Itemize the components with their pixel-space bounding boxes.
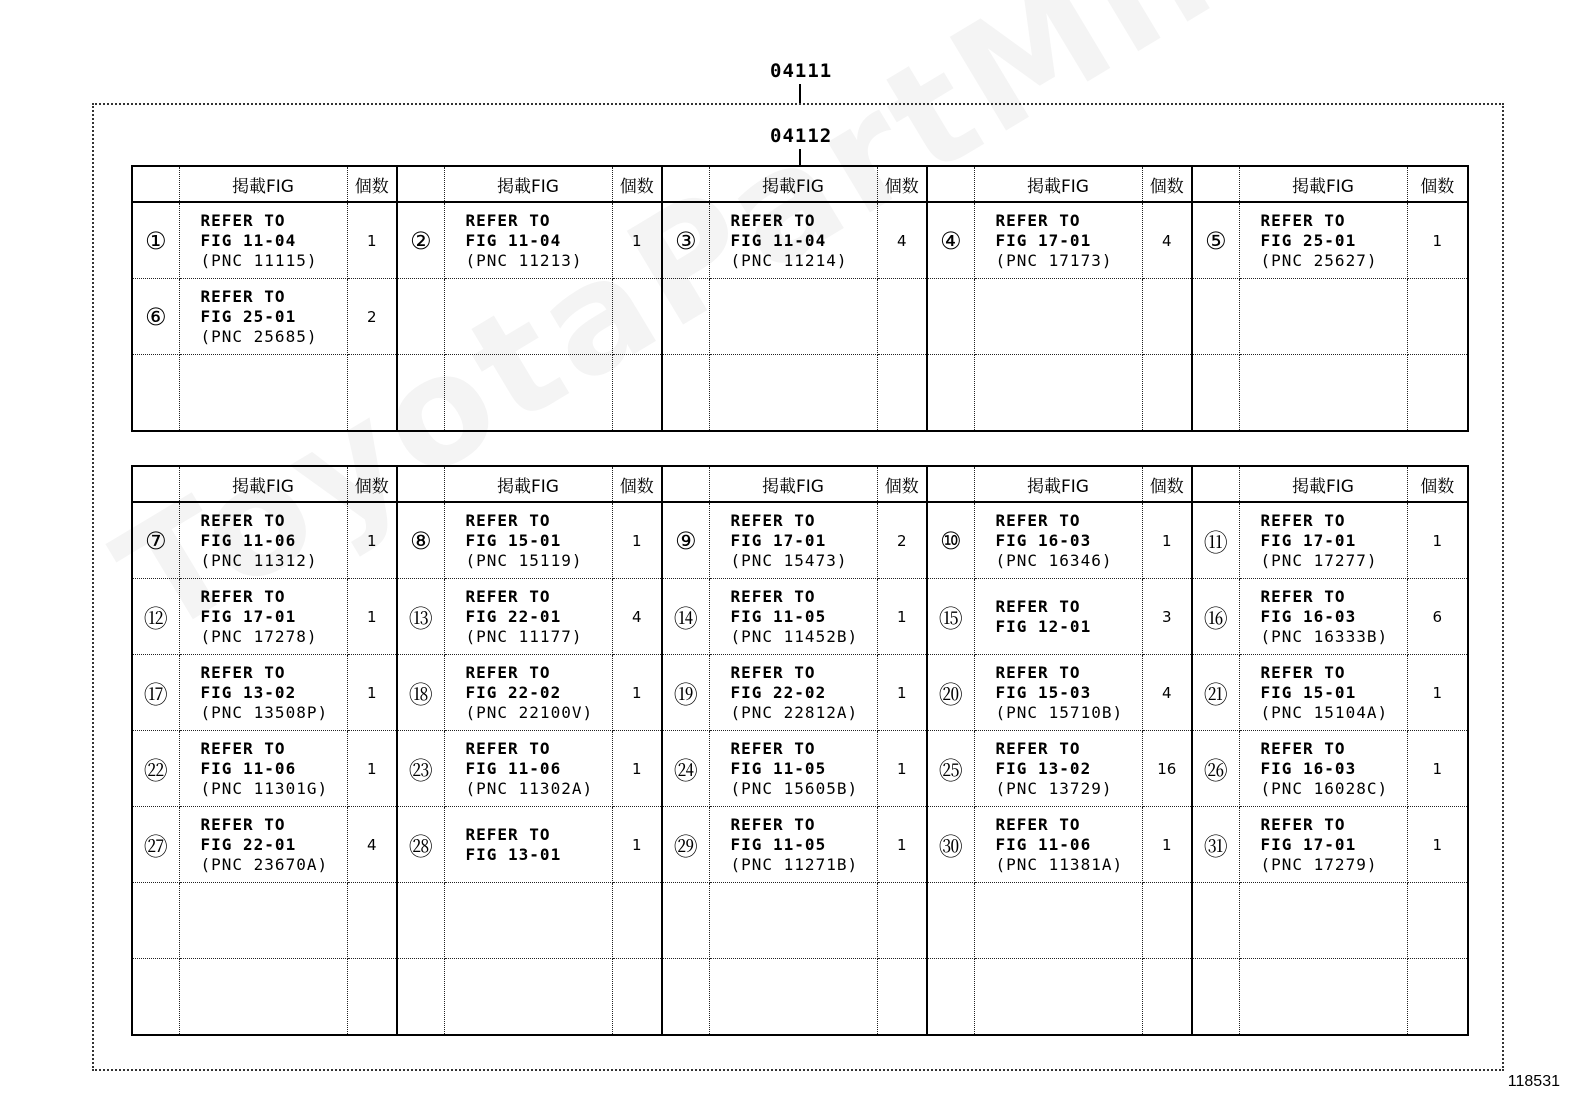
fig-reference-cell — [179, 202, 347, 279]
quantity-cell — [347, 883, 397, 959]
header-fig-cell: 掲載FIG — [974, 466, 1142, 502]
quantity-cell — [1142, 355, 1192, 432]
fig-reference-cell — [709, 579, 877, 655]
fig-number-text: FIG 25-01 — [200, 306, 297, 326]
quantity-cell — [347, 355, 397, 432]
header-qty-cell: 個数 — [877, 166, 927, 202]
refer-to-text: REFER TO — [1260, 510, 1346, 530]
table-row — [132, 655, 1468, 731]
header-fig-cell: 掲載FIG — [709, 166, 877, 202]
callout-number — [662, 959, 709, 1036]
fig-number-text: FIG 12-01 — [995, 616, 1092, 636]
quantity-cell — [1142, 279, 1192, 355]
header-fig-cell: 掲載FIG — [444, 166, 612, 202]
fig-reference-cell — [1239, 279, 1407, 355]
callout-number — [662, 355, 709, 432]
callout-number: ㉘ — [397, 807, 444, 883]
quantity-cell: 1 — [347, 655, 397, 731]
callout-number: ㉚ — [927, 807, 974, 883]
fig-reference-cell — [444, 807, 612, 883]
header-fig-cell: 掲載FIG — [1239, 466, 1407, 502]
fig-number-text: FIG 11-04 — [200, 230, 297, 250]
header-fig-cell: 掲載FIG — [1239, 166, 1407, 202]
pnc-text: (PNC 13729) — [995, 778, 1113, 798]
fig-reference-cell — [709, 959, 877, 1036]
quantity-cell: 1 — [612, 502, 662, 579]
refer-to-text: REFER TO — [730, 814, 816, 834]
pnc-text: (PNC 11214) — [730, 250, 848, 270]
inner-assembly-code: 04112 — [770, 125, 833, 147]
quantity-cell — [612, 959, 662, 1036]
fig-reference-cell — [444, 731, 612, 807]
quantity-cell: 4 — [612, 579, 662, 655]
quantity-cell: 1 — [877, 731, 927, 807]
fig-number-text: FIG 13-01 — [465, 844, 562, 864]
pnc-text: (PNC 11177) — [465, 626, 583, 646]
quantity-cell: 1 — [1142, 807, 1192, 883]
refer-to-text: REFER TO — [465, 210, 551, 230]
callout-number: ⑰ — [132, 655, 179, 731]
fig-reference-cell — [974, 807, 1142, 883]
fig-number-text: FIG 16-03 — [1260, 606, 1357, 626]
quantity-cell: 1 — [1407, 655, 1468, 731]
refer-to-text: REFER TO — [995, 738, 1081, 758]
callout-number: ⑮ — [927, 579, 974, 655]
refer-to-text: REFER TO — [995, 814, 1081, 834]
table-row — [132, 883, 1468, 959]
callout-number: ⑪ — [1192, 502, 1239, 579]
fig-reference-cell — [1239, 731, 1407, 807]
callout-number — [397, 279, 444, 355]
quantity-cell: 1 — [1407, 502, 1468, 579]
fig-reference-cell — [974, 883, 1142, 959]
fig-reference-cell — [974, 959, 1142, 1036]
pnc-text: (PNC 17173) — [995, 250, 1113, 270]
header-fig-cell: 掲載FIG — [444, 466, 612, 502]
callout-number: ㉓ — [397, 731, 444, 807]
table-row — [132, 959, 1468, 1036]
callout-number: ⑭ — [662, 579, 709, 655]
refer-to-text: REFER TO — [200, 738, 286, 758]
header-fig-cell: 掲載FIG — [179, 466, 347, 502]
fig-reference-cell — [709, 731, 877, 807]
refer-to-text: REFER TO — [730, 510, 816, 530]
quantity-cell — [612, 883, 662, 959]
pnc-text: (PNC 11452B) — [730, 626, 859, 646]
pnc-text: (PNC 15473) — [730, 550, 848, 570]
quantity-cell: 1 — [1407, 807, 1468, 883]
fig-reference-cell — [179, 579, 347, 655]
fig-number-text: FIG 11-06 — [200, 530, 297, 550]
fig-number-text: FIG 11-05 — [730, 834, 827, 854]
refer-to-text: REFER TO — [465, 586, 551, 606]
header-number-cell — [662, 466, 709, 502]
fig-reference-cell — [709, 883, 877, 959]
refer-to-text: REFER TO — [995, 596, 1081, 616]
callout-number — [1192, 279, 1239, 355]
quantity-cell — [877, 959, 927, 1036]
callout-number: ⑲ — [662, 655, 709, 731]
quantity-cell: 6 — [1407, 579, 1468, 655]
refer-to-text: REFER TO — [995, 662, 1081, 682]
fig-number-text: FIG 13-02 — [995, 758, 1092, 778]
quantity-cell — [612, 355, 662, 432]
header-fig-cell: 掲載FIG — [709, 466, 877, 502]
quantity-cell: 4 — [1142, 202, 1192, 279]
fig-reference-cell — [1239, 579, 1407, 655]
table-row — [132, 579, 1468, 655]
fig-number-text: FIG 11-05 — [730, 606, 827, 626]
pnc-text: (PNC 11381A) — [995, 854, 1124, 874]
quantity-cell: 1 — [1407, 731, 1468, 807]
table-row — [132, 355, 1468, 432]
fig-number-text: FIG 16-03 — [1260, 758, 1357, 778]
callout-number: ⑫ — [132, 579, 179, 655]
fig-reference-cell — [709, 202, 877, 279]
fig-number-text: FIG 11-06 — [465, 758, 562, 778]
fig-number-text: FIG 25-01 — [1260, 230, 1357, 250]
quantity-cell: 1 — [612, 202, 662, 279]
quantity-cell: 1 — [877, 655, 927, 731]
quantity-cell — [347, 959, 397, 1036]
callout-number — [132, 883, 179, 959]
refer-to-text: REFER TO — [730, 738, 816, 758]
fig-number-text: FIG 15-01 — [465, 530, 562, 550]
quantity-cell — [1407, 883, 1468, 959]
fig-reference-cell — [709, 355, 877, 432]
header-qty-cell: 個数 — [1142, 466, 1192, 502]
fig-number-text: FIG 13-02 — [200, 682, 297, 702]
quantity-cell: 16 — [1142, 731, 1192, 807]
quantity-cell — [877, 355, 927, 432]
callout-number — [1192, 959, 1239, 1036]
fig-number-text: FIG 16-03 — [995, 530, 1092, 550]
fig-reference-cell — [1239, 959, 1407, 1036]
fig-number-text: FIG 22-02 — [465, 682, 562, 702]
fig-reference-cell — [974, 579, 1142, 655]
quantity-cell — [612, 279, 662, 355]
quantity-cell: 1 — [347, 502, 397, 579]
quantity-cell: 1 — [347, 731, 397, 807]
header-qty-cell: 個数 — [612, 466, 662, 502]
fig-reference-cell — [974, 502, 1142, 579]
callout-number: ⑦ — [132, 502, 179, 579]
callout-number — [927, 355, 974, 432]
refer-to-text: REFER TO — [995, 210, 1081, 230]
refer-to-text: REFER TO — [465, 738, 551, 758]
callout-number: ⑧ — [397, 502, 444, 579]
header-number-cell — [397, 166, 444, 202]
fig-reference-cell — [444, 502, 612, 579]
callout-number: ① — [132, 202, 179, 279]
callout-number — [927, 279, 974, 355]
callout-number: ⑬ — [397, 579, 444, 655]
pnc-text: (PNC 11312) — [200, 550, 318, 570]
quantity-cell — [1407, 279, 1468, 355]
callout-number: ④ — [927, 202, 974, 279]
table-row — [132, 279, 1468, 355]
header-number-cell — [927, 466, 974, 502]
fig-reference-cell — [1239, 355, 1407, 432]
refer-to-text: REFER TO — [200, 586, 286, 606]
callout-number: ⑳ — [927, 655, 974, 731]
pnc-text: (PNC 11271B) — [730, 854, 859, 874]
fig-number-text: FIG 17-01 — [1260, 834, 1357, 854]
callout-number: ⑤ — [1192, 202, 1239, 279]
fig-reference-cell — [974, 202, 1142, 279]
quantity-cell: 1 — [347, 579, 397, 655]
header-row — [132, 166, 1468, 202]
quantity-cell — [1142, 959, 1192, 1036]
callout-number: ㉙ — [662, 807, 709, 883]
pnc-text: (PNC 22100V) — [465, 702, 594, 722]
callout-number: ③ — [662, 202, 709, 279]
refer-to-text: REFER TO — [730, 210, 816, 230]
quantity-cell — [877, 883, 927, 959]
callout-number: ㉕ — [927, 731, 974, 807]
pnc-text: (PNC 23670A) — [200, 854, 329, 874]
fig-reference-cell — [974, 279, 1142, 355]
refer-to-text: REFER TO — [995, 510, 1081, 530]
pnc-text: (PNC 17279) — [1260, 854, 1378, 874]
fig-reference-cell — [179, 883, 347, 959]
callout-number — [662, 883, 709, 959]
refer-to-text: REFER TO — [200, 286, 286, 306]
quantity-cell: 1 — [877, 807, 927, 883]
quantity-cell: 1 — [877, 579, 927, 655]
fig-number-text: FIG 22-01 — [200, 834, 297, 854]
callout-number — [397, 355, 444, 432]
pnc-text: (PNC 15119) — [465, 550, 583, 570]
callout-number: ⑥ — [132, 279, 179, 355]
callout-number — [397, 959, 444, 1036]
table-row — [132, 807, 1468, 883]
fig-reference-cell — [179, 959, 347, 1036]
refer-to-text: REFER TO — [465, 662, 551, 682]
fig-reference-cell — [179, 731, 347, 807]
quantity-cell: 1 — [612, 731, 662, 807]
callout-number — [662, 279, 709, 355]
header-number-cell — [397, 466, 444, 502]
fig-reference-cell — [709, 655, 877, 731]
refer-to-text: REFER TO — [1260, 586, 1346, 606]
callout-number: ㉑ — [1192, 655, 1239, 731]
fig-reference-cell — [179, 355, 347, 432]
callout-number: ㉒ — [132, 731, 179, 807]
fig-number-text: FIG 11-06 — [200, 758, 297, 778]
refer-to-text: REFER TO — [1260, 738, 1346, 758]
fig-reference-cell — [444, 279, 612, 355]
pnc-text: (PNC 11302A) — [465, 778, 594, 798]
callout-number: ⑯ — [1192, 579, 1239, 655]
quantity-cell: 4 — [877, 202, 927, 279]
callout-number — [1192, 883, 1239, 959]
table-row — [132, 502, 1468, 579]
header-number-cell — [662, 166, 709, 202]
pnc-text: (PNC 11301G) — [200, 778, 329, 798]
header-qty-cell: 個数 — [1142, 166, 1192, 202]
callout-number — [927, 883, 974, 959]
fig-reference-cell — [1239, 502, 1407, 579]
quantity-cell: 3 — [1142, 579, 1192, 655]
fig-reference-cell — [1239, 807, 1407, 883]
refer-to-text: REFER TO — [465, 824, 551, 844]
fig-number-text: FIG 11-06 — [995, 834, 1092, 854]
header-fig-cell: 掲載FIG — [179, 166, 347, 202]
fig-reference-cell — [444, 202, 612, 279]
fig-reference-cell — [1239, 883, 1407, 959]
quantity-cell: 4 — [347, 807, 397, 883]
quantity-cell: 1 — [347, 202, 397, 279]
pnc-text: (PNC 11213) — [465, 250, 583, 270]
callout-number: ⑩ — [927, 502, 974, 579]
header-number-cell — [132, 166, 179, 202]
fig-number-text: FIG 15-03 — [995, 682, 1092, 702]
quantity-cell: 1 — [1407, 202, 1468, 279]
header-fig-cell: 掲載FIG — [974, 166, 1142, 202]
refer-to-text: REFER TO — [730, 586, 816, 606]
callout-number: ㉛ — [1192, 807, 1239, 883]
quantity-cell: 2 — [877, 502, 927, 579]
fig-number-text: FIG 17-01 — [995, 230, 1092, 250]
fig-reference-cell — [444, 355, 612, 432]
callout-number — [132, 355, 179, 432]
header-qty-cell: 個数 — [877, 466, 927, 502]
callout-number: ㉖ — [1192, 731, 1239, 807]
callout-number — [397, 883, 444, 959]
outer-code-leader-line — [799, 84, 801, 104]
fig-number-text: FIG 17-01 — [200, 606, 297, 626]
header-qty-cell: 個数 — [347, 466, 397, 502]
header-qty-cell: 個数 — [612, 166, 662, 202]
fig-number-text: FIG 17-01 — [1260, 530, 1357, 550]
pnc-text: (PNC 15104A) — [1260, 702, 1389, 722]
refer-to-text: REFER TO — [730, 662, 816, 682]
illustration-number: 118531 — [1507, 1073, 1560, 1090]
parts-reference-table-2 — [131, 465, 1469, 1036]
fig-reference-cell — [709, 502, 877, 579]
fig-number-text: FIG 11-04 — [730, 230, 827, 250]
pnc-text: (PNC 16333B) — [1260, 626, 1389, 646]
fig-number-text: FIG 15-01 — [1260, 682, 1357, 702]
refer-to-text: REFER TO — [200, 210, 286, 230]
fig-reference-cell — [179, 807, 347, 883]
callout-number: ㉔ — [662, 731, 709, 807]
pnc-text: (PNC 25627) — [1260, 250, 1378, 270]
fig-reference-cell — [179, 502, 347, 579]
quantity-cell: 4 — [1142, 655, 1192, 731]
callout-number — [1192, 355, 1239, 432]
quantity-cell: 1 — [1142, 502, 1192, 579]
pnc-text: (PNC 22812A) — [730, 702, 859, 722]
header-qty-cell: 個数 — [1407, 466, 1468, 502]
callout-number: ⑱ — [397, 655, 444, 731]
header-number-cell — [1192, 466, 1239, 502]
callout-number — [927, 959, 974, 1036]
header-row — [132, 466, 1468, 502]
callout-number: ⑨ — [662, 502, 709, 579]
fig-reference-cell — [179, 655, 347, 731]
fig-reference-cell — [444, 655, 612, 731]
parts-reference-table-1 — [131, 165, 1469, 432]
fig-reference-cell — [974, 355, 1142, 432]
fig-reference-cell — [1239, 202, 1407, 279]
outer-assembly-code: 04111 — [770, 60, 833, 82]
table-row — [132, 202, 1468, 279]
header-number-cell — [132, 466, 179, 502]
refer-to-text: REFER TO — [200, 662, 286, 682]
quantity-cell — [877, 279, 927, 355]
pnc-text: (PNC 17277) — [1260, 550, 1378, 570]
fig-reference-cell — [709, 807, 877, 883]
fig-number-text: FIG 17-01 — [730, 530, 827, 550]
fig-reference-cell — [179, 279, 347, 355]
refer-to-text: REFER TO — [1260, 814, 1346, 834]
header-number-cell — [1192, 166, 1239, 202]
quantity-cell: 1 — [612, 807, 662, 883]
refer-to-text: REFER TO — [200, 510, 286, 530]
fig-reference-cell — [974, 731, 1142, 807]
pnc-text: (PNC 16028C) — [1260, 778, 1389, 798]
fig-reference-cell — [974, 655, 1142, 731]
fig-reference-cell — [1239, 655, 1407, 731]
pnc-text: (PNC 15710B) — [995, 702, 1124, 722]
quantity-cell — [1142, 883, 1192, 959]
callout-number: ㉗ — [132, 807, 179, 883]
refer-to-text: REFER TO — [1260, 210, 1346, 230]
fig-reference-cell — [444, 959, 612, 1036]
callout-number — [132, 959, 179, 1036]
fig-number-text: FIG 22-01 — [465, 606, 562, 626]
header-qty-cell: 個数 — [347, 166, 397, 202]
pnc-text: (PNC 25685) — [200, 326, 318, 346]
refer-to-text: REFER TO — [200, 814, 286, 834]
fig-reference-cell — [444, 883, 612, 959]
pnc-text: (PNC 15605B) — [730, 778, 859, 798]
pnc-text: (PNC 16346) — [995, 550, 1113, 570]
table-row — [132, 731, 1468, 807]
refer-to-text: REFER TO — [465, 510, 551, 530]
inner-code-leader-line — [799, 149, 801, 165]
quantity-cell — [1407, 959, 1468, 1036]
fig-reference-cell — [444, 579, 612, 655]
header-number-cell — [927, 166, 974, 202]
fig-number-text: FIG 11-05 — [730, 758, 827, 778]
quantity-cell: 2 — [347, 279, 397, 355]
header-qty-cell: 個数 — [1407, 166, 1468, 202]
fig-reference-cell — [709, 279, 877, 355]
fig-number-text: FIG 22-02 — [730, 682, 827, 702]
pnc-text: (PNC 13508P) — [200, 702, 329, 722]
quantity-cell — [1407, 355, 1468, 432]
pnc-text: (PNC 17278) — [200, 626, 318, 646]
pnc-text: (PNC 11115) — [200, 250, 318, 270]
quantity-cell: 1 — [612, 655, 662, 731]
refer-to-text: REFER TO — [1260, 662, 1346, 682]
fig-number-text: FIG 11-04 — [465, 230, 562, 250]
callout-number: ② — [397, 202, 444, 279]
